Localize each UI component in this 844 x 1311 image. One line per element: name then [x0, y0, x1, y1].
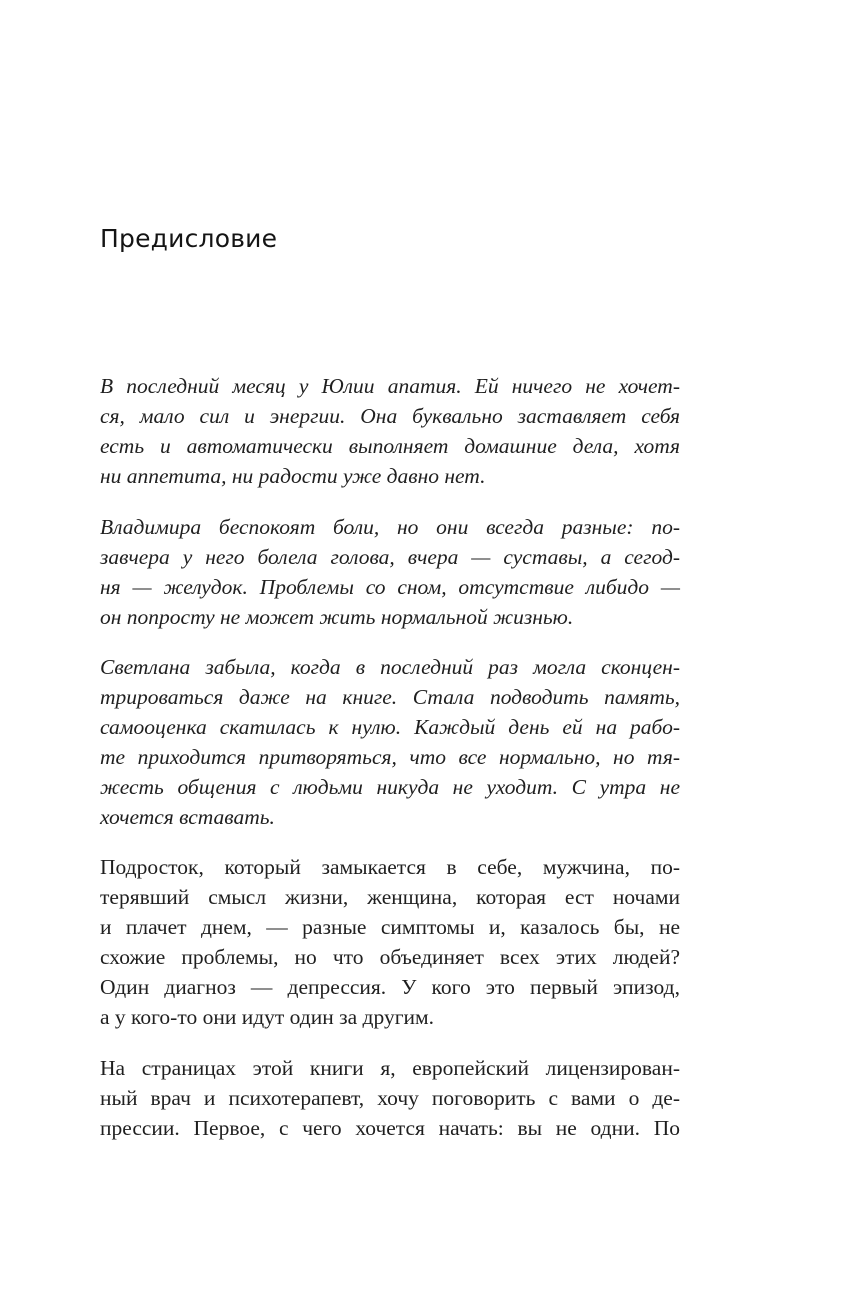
paragraph-svetlana — [100, 652, 680, 832]
text-line: ни аппетита, ни радости уже давно нет. — [100, 464, 486, 488]
paragraph-vladimir — [100, 512, 680, 632]
text-line: жесть общения с людьми никуда не уходит. С утра не — [100, 775, 680, 799]
paragraph-author-intro — [100, 1053, 680, 1143]
text-line: завчера у него болела голова, вчера — суставы, а сегод- — [100, 545, 680, 569]
text-line: и плачет днем, — разные симптомы и, казалось бы, не — [100, 915, 680, 939]
text-line: Светлана забыла, когда в последний раз могла сконцен- — [100, 655, 680, 679]
text-line: самооценка скатилась к нулю. Каждый день ей на рабо- — [100, 715, 680, 739]
text-line: те приходится притворяться, что все нормально, но тя- — [100, 745, 680, 769]
text-line: терявший смысл жизни, женщина, которая ест ночами — [100, 885, 680, 909]
paragraph-diagnosis — [100, 852, 680, 1032]
text-line: а у кого-то они идут один за другим. — [100, 1005, 435, 1029]
chapter-heading: Предисловие — [100, 224, 278, 253]
text-line: Подросток, который замыкается в себе, мужчина, по- — [100, 855, 680, 879]
text-line: схожие проблемы, но что объединяет всех этих людей? — [100, 945, 680, 969]
text-line: Владимира беспокоят боли, но они всегда разные: по- — [100, 515, 680, 539]
text-line: В последний месяц у Юлии апатия. Ей ничего не хочет- — [100, 374, 680, 398]
text-line: трироваться даже на книге. Стала подводить память, — [100, 685, 680, 709]
text-line: он попросту не может жить нормальной жизнью. — [100, 605, 574, 629]
text-line: хочется вставать. — [100, 805, 275, 829]
text-line: есть и автоматически выполняет домашние дела, хотя — [100, 434, 680, 458]
text-line: ный врач и психотерапевт, хочу поговорить с вами о де- — [100, 1086, 680, 1110]
text-line: ня — желудок. Проблемы со сном, отсутствие либидо — — [100, 575, 680, 599]
paragraph-yulia — [100, 371, 680, 491]
text-line: Один диагноз — депрессия. У кого это первый эпизод, — [100, 975, 680, 999]
text-line: прессии. Первое, с чего хочется начать: вы не одни. По — [100, 1116, 680, 1140]
text-line: На страницах этой книги я, европейский лицензирован- — [100, 1056, 680, 1080]
text-line: ся, мало сил и энергии. Она буквально заставляет себя — [100, 404, 680, 428]
